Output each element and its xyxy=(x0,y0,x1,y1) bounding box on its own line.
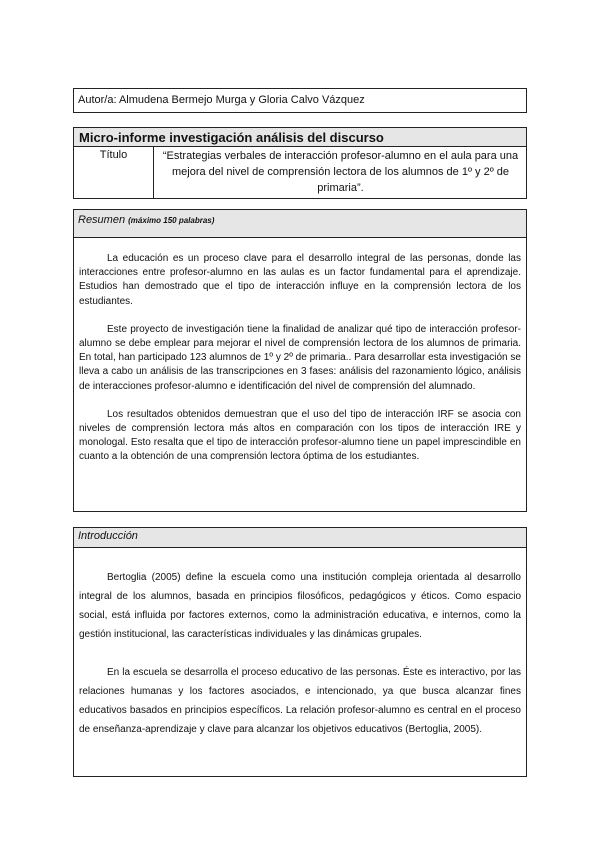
introduccion-heading: Introducción xyxy=(78,530,138,542)
author-line: Autor/a: Almudena Bermejo Murga y Gloria Calvo Vázquez xyxy=(73,88,527,113)
micro-informe-heading: Micro-informe investigación análisis del discurso xyxy=(74,128,526,147)
resumen-section xyxy=(73,209,527,512)
introduccion-paragraph: En la escuela se desarrolla el proceso educativo de las personas. Éste es interactivo, por las relaciones humanas y los factores asociados, e intencionado, ya que busca alcanzar fines educativos basados en principios específicos. La relación profesor-alumno es central en el proceso de enseñanza-aprendizaje y clave para alcanzar los objetivos educativos (Bertoglia, 2005). xyxy=(79,667,521,735)
resumen-heading: Resumen xyxy=(78,214,126,226)
titulo-row xyxy=(74,147,526,198)
resumen-body xyxy=(74,252,526,465)
introduccion-heading-bar xyxy=(74,528,526,548)
micro-informe-table xyxy=(73,127,527,199)
resumen-paragraph: Este proyecto de investigación tiene la finalidad de analizar qué tipo de interacción profesor-alumno se debe emplear para mejorar el nivel de comprensión lectora de los alumnos de primaria. En total, han participado 123 alumnos de 1º y 2º de primaria.. Para desarrollar esta investigación se lleva a cabo un análisis de las transcripciones en 3 fases: análisis del razonamiento lógico, análisis de interacciones profesor-alumno e identificación del nivel de comprensión del alumnado. xyxy=(79,323,521,392)
resumen-heading-note: (máximo 150 palabras) xyxy=(128,216,215,225)
resumen-heading-bar xyxy=(74,210,526,238)
resumen-paragraph: La educación es un proceso clave para el desarrollo integral de las personas, donde las interacciones entre profesor-alumno en las aulas es un factor fundamental para el aprendizaje. Estudios han demostrado que el tipo de interacción influye en la comprensión lectora de los estudiantes. xyxy=(79,253,521,307)
introduccion-body xyxy=(74,568,526,739)
introduccion-section xyxy=(73,527,527,777)
introduccion-paragraph: Bertoglia (2005) define la escuela como una institución compleja orientada al desarrollo integral de los alumnos, basada en principios filosóficos, pedagógicos y éticos. Como espacio social, está influida por factores externos, como la administración educativa, e internos, como la gestión institucional, las características individuales y las dinámicas grupales. xyxy=(79,572,521,640)
titulo-label: Título xyxy=(74,147,154,198)
titulo-value: “Estrategias verbales de interacción profesor-alumno en el aula para una mejora del nivel de comprensión lectora de los alumnos de 1º y 2º de primaria”. xyxy=(162,150,519,194)
resumen-paragraph: Los resultados obtenidos demuestran que el uso del tipo de interacción IRF se asocia con niveles de comprensión lectora más altos en comparación con los tipos de interacción IRE y monologal. Esto resalta que el tipo de interacción profesor-alumno tiene un papel imprescindible en cuanto a la obtención de una comprensión lectora óptima de los estudiantes. xyxy=(79,408,521,463)
